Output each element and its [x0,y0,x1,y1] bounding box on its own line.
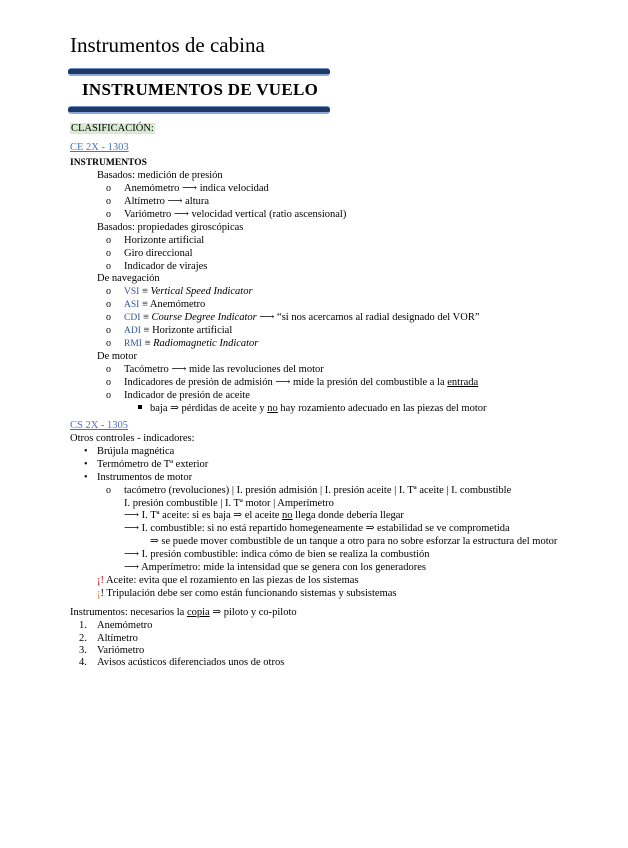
otros-arrow-line-cont: ⇒ se puede mover combustible de un tanque a otro para no sobre esforzar la estructura del motor [150,536,558,547]
list-number: 1. [79,620,87,631]
presion-item: Variómetro ⟶ velocidad vertical (ratio ascensional) [124,209,347,220]
copia-text: ⇒ piloto y co-piloto [209,607,297,618]
list-number: 2. [79,633,87,644]
list-item: Variómetro [97,645,145,656]
otros-subitem-cont: I. presión combustible | I. Tª motor | Amperímetro [124,498,334,509]
ref-link-1305[interactable]: CS 2X - 1305 [70,420,129,431]
list-item: Avisos acústicos diferenciados unos de otros [97,657,285,668]
nav-desc: Vertical Speed Indicator [150,286,253,297]
motor-item: Tacómetro ⟶ mide las revoluciones del motor [124,364,324,375]
circle-bullet-icon: o [106,286,111,297]
document-title: Instrumentos de cabina [70,33,265,57]
otros-bullet: Instrumentos de motor [97,472,193,483]
circle-bullet-icon: o [106,196,111,207]
presion-item: Altímetro ⟶ altura [124,196,210,207]
circle-bullet-icon: o [106,209,111,220]
nav-sep: ≡ [141,338,154,349]
nav-sep: ≡ [139,286,151,297]
copia-line [70,606,297,619]
dot-bullet-icon: • [84,446,88,457]
circle-bullet-icon: o [106,485,111,496]
section-title: INSTRUMENTOS DE VUELO [82,80,319,99]
navegacion-label: De navegación [97,273,160,284]
otros-arrow-line: ⟶ I. presión combustible: indica cómo de bien se realiza la combustión [124,549,430,560]
note-aceite [97,574,359,587]
arrow-line-underlined: no [282,510,293,521]
presion-label: Basados: medición de presión [97,170,223,181]
title-rule-top [68,68,330,76]
list-item: Anemómetro [97,620,153,631]
list-number: 4. [79,657,87,668]
clasificacion-label [70,122,155,135]
nav-desc: Radiomagnetic Indicator [153,338,259,349]
giro-item: Indicador de virajes [124,261,208,272]
nav-abbr: VSI [124,287,140,297]
warning-mark: ¡ [97,588,101,599]
motor-item: Indicador de presión de aceite [124,390,250,401]
circle-bullet-icon: o [106,390,111,401]
nav-item-vsi [124,285,253,299]
nav-sep: ≡ [140,325,153,336]
presion-item: Anemómetro ⟶ indica velocidad [124,183,269,194]
circle-bullet-icon: o [106,325,111,336]
giro-item: Horizonte artificial [124,235,205,246]
circle-bullet-icon: o [106,364,111,375]
circle-bullet-icon: o [106,248,111,259]
motor-subitem-text: hay rozamiento adecuado en las piezas del motor [277,403,487,414]
dot-bullet-icon: • [84,459,88,470]
motor-item-underlined: entrada [447,377,479,388]
nav-extra: ⟶ “si nos acercamos al radial designado del VOR” [256,312,480,323]
dot-bullet-icon: • [84,472,88,483]
arrow-line-text: ⟶ I. Tª aceite: si es baja ⇒ el aceite [124,510,283,521]
nav-item-rmi [124,337,258,351]
note-tripulacion [97,587,397,600]
ref-link-1303[interactable]: CE 2X - 1303 [70,142,129,153]
copia-text: Instrumentos: necesarios la [70,607,187,618]
nav-abbr: ASI [124,300,140,310]
list-number: 3. [79,645,87,656]
otros-arrow-line [124,509,404,522]
circle-bullet-icon: o [106,261,111,272]
nav-item-cdi [124,311,480,325]
nav-sep: ≡ [140,312,152,323]
nav-item-asi [124,298,205,312]
circle-bullet-icon: o [106,235,111,246]
warning-mark: ¡! [97,575,104,586]
nav-abbr: ADI [124,326,141,336]
motor-label: De motor [97,351,137,362]
motor-item-text: Indicadores de presión de admisión ⟶ mide la presión del combustible a la [124,377,448,388]
circle-bullet-icon: o [106,299,111,310]
otros-bullet: Termómetro de Tª exterior [97,459,209,470]
nav-abbr: RMI [124,339,142,349]
nav-desc: Horizonte artificial [152,325,233,336]
giro-label: Basados: propiedades giroscópicas [97,222,244,233]
circle-bullet-icon: o [106,377,111,388]
otros-subitem: tacómetro (revoluciones) | I. presión admisión | I. presión aceite | I. Tª aceite | I. combustible [124,485,512,496]
nav-desc: Course Degree Indicator [151,312,257,323]
nav-desc: Anemómetro [149,299,206,310]
circle-bullet-icon: o [106,312,111,323]
note-text: ! Tripulación debe ser como están funcionando sistemas y subsistemas [100,588,397,599]
otros-arrow-line: ⟶ I. combustible: si no está repartido homegeneamente ⇒ estabilidad se ve comprometida [124,523,510,534]
circle-bullet-icon: o [106,338,111,349]
arrow-line-text: llega donde debería llegar [292,510,404,521]
instrumentos-heading: INSTRUMENTOS [70,158,147,168]
title-rule-bottom [68,106,330,114]
square-bullet-icon [138,405,142,409]
nav-item-adi [124,324,232,338]
motor-subitem-underlined: no [267,403,278,414]
circle-bullet-icon: o [106,183,111,194]
nav-sep: ≡ [139,299,150,310]
copia-underlined: copia [186,607,210,618]
otros-arrow-line: ⟶ Amperímetro: mide la intensidad que se genera con los generadores [124,562,426,573]
otros-bullet: Brújula magnética [97,446,175,457]
list-item: Altímetro [97,633,138,644]
motor-subitem-text: baja ⇒ pérdidas de aceite y [150,403,268,414]
motor-subitem [150,402,487,415]
nav-abbr: CDI [124,313,141,323]
giro-item: Giro direccional [124,248,193,259]
clasificacion-text: CLASIFICACIÓN: [71,123,154,134]
note-text: Aceite: evita que el rozamiento en las piezas de los sistemas [104,575,359,586]
otros-label: Otros controles - indicadores: [70,433,195,444]
motor-item [124,376,478,389]
